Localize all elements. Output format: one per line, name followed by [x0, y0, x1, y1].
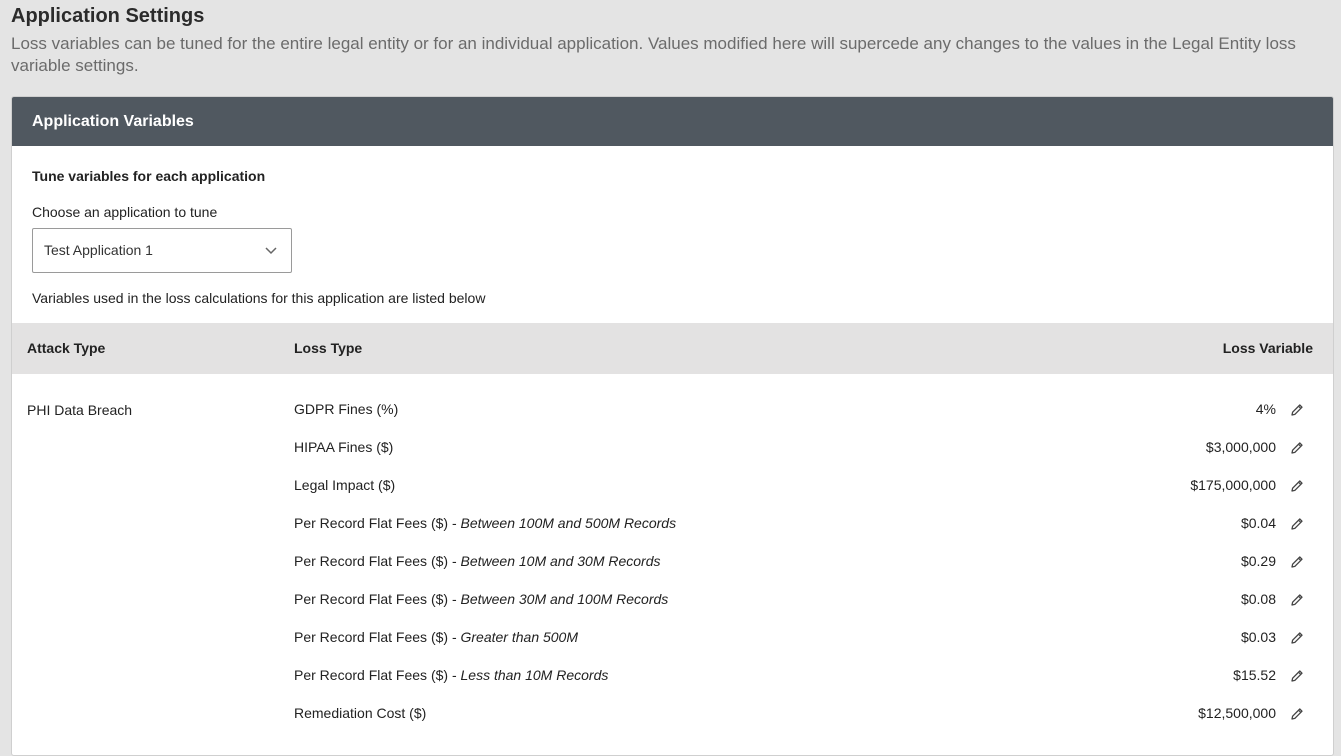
section-title: Tune variables for each application: [32, 168, 266, 184]
loss-type-label: Per Record Flat Fees ($) -: [294, 667, 461, 683]
table-row: [12, 542, 1333, 580]
loss-type-label: Per Record Flat Fees ($) -: [294, 629, 461, 645]
loss-type-cell: [294, 401, 398, 417]
page-title: Application Settings: [11, 5, 205, 27]
table-row: [12, 428, 1333, 466]
loss-type-qualifier: Between 10M and 30M Records: [460, 553, 661, 569]
edit-pencil-icon[interactable]: [1289, 516, 1305, 532]
loss-variable-value: $3,000,000: [1205, 439, 1276, 455]
loss-variable-value: $175,000,000: [1190, 477, 1276, 493]
loss-type-label: GDPR Fines (%): [294, 401, 399, 417]
loss-type-cell: [294, 629, 578, 645]
attack-type-cell: PHI Data Breach: [27, 402, 133, 418]
application-variables-card: [11, 96, 1334, 756]
table-row: [12, 390, 1333, 428]
loss-type-cell: [294, 553, 661, 569]
loss-type-cell: [294, 705, 426, 721]
page-description: Loss variables can be tuned for the entire legal entity or for an individual application. Values modified here will supercede any changes to the values in the Legal Entity loss variable settings.: [11, 34, 1296, 75]
column-header-loss-variable: Loss Variable: [1222, 340, 1313, 356]
edit-pencil-icon[interactable]: [1289, 668, 1305, 684]
card-header: Application Variables: [12, 97, 1333, 146]
application-select[interactable]: [32, 228, 292, 273]
loss-type-label: Legal Impact ($): [294, 477, 396, 493]
edit-pencil-icon[interactable]: [1289, 630, 1305, 646]
loss-type-qualifier: Between 100M and 500M Records: [460, 515, 677, 531]
loss-type-label: Per Record Flat Fees ($) -: [294, 553, 461, 569]
table-row: [12, 580, 1333, 618]
loss-type-cell: [294, 667, 608, 683]
loss-type-qualifier: Between 30M and 100M Records: [460, 591, 669, 607]
page-header: [11, 4, 1336, 77]
table-header: [12, 323, 1333, 374]
loss-variable-value: $15.52: [1233, 667, 1276, 683]
variables-note: Variables used in the loss calculations for this application are listed below: [32, 290, 486, 306]
loss-variable-value: 4%: [1255, 401, 1276, 417]
loss-type-cell: [294, 477, 395, 493]
loss-variable-value: $0.29: [1240, 553, 1276, 569]
table-row: [12, 466, 1333, 504]
edit-pencil-icon[interactable]: [1289, 706, 1305, 722]
table-row: [12, 694, 1333, 732]
column-header-attack-type: Attack Type: [27, 340, 106, 356]
loss-type-cell: [294, 515, 676, 531]
table-row: [12, 618, 1333, 656]
loss-type-qualifier: Less than 10M Records: [460, 667, 609, 683]
table-row: [12, 656, 1333, 694]
edit-pencil-icon[interactable]: [1289, 554, 1305, 570]
application-select-value: Test Application 1: [44, 242, 153, 258]
table-row: [12, 504, 1333, 542]
loss-variable-value: $0.04: [1240, 515, 1276, 531]
loss-type-cell: [294, 439, 393, 455]
loss-type-cell: [294, 591, 668, 607]
loss-variable-value: $0.03: [1240, 629, 1276, 645]
edit-pencil-icon[interactable]: [1289, 440, 1305, 456]
loss-type-label: Remediation Cost ($): [294, 705, 427, 721]
loss-variable-rows: [12, 390, 1333, 732]
loss-type-label: Per Record Flat Fees ($) -: [294, 515, 461, 531]
loss-type-label: Per Record Flat Fees ($) -: [294, 591, 461, 607]
column-header-loss-type: Loss Type: [294, 340, 363, 356]
loss-variable-value: $0.08: [1240, 591, 1276, 607]
loss-type-qualifier: Greater than 500M: [460, 629, 579, 645]
chevron-down-icon: [265, 244, 277, 256]
edit-pencil-icon[interactable]: [1289, 592, 1305, 608]
loss-variable-value: $12,500,000: [1198, 705, 1276, 721]
choose-application-label: Choose an application to tune: [32, 204, 218, 220]
edit-pencil-icon[interactable]: [1289, 478, 1305, 494]
edit-pencil-icon[interactable]: [1289, 402, 1305, 418]
loss-type-label: HIPAA Fines ($): [294, 439, 394, 455]
